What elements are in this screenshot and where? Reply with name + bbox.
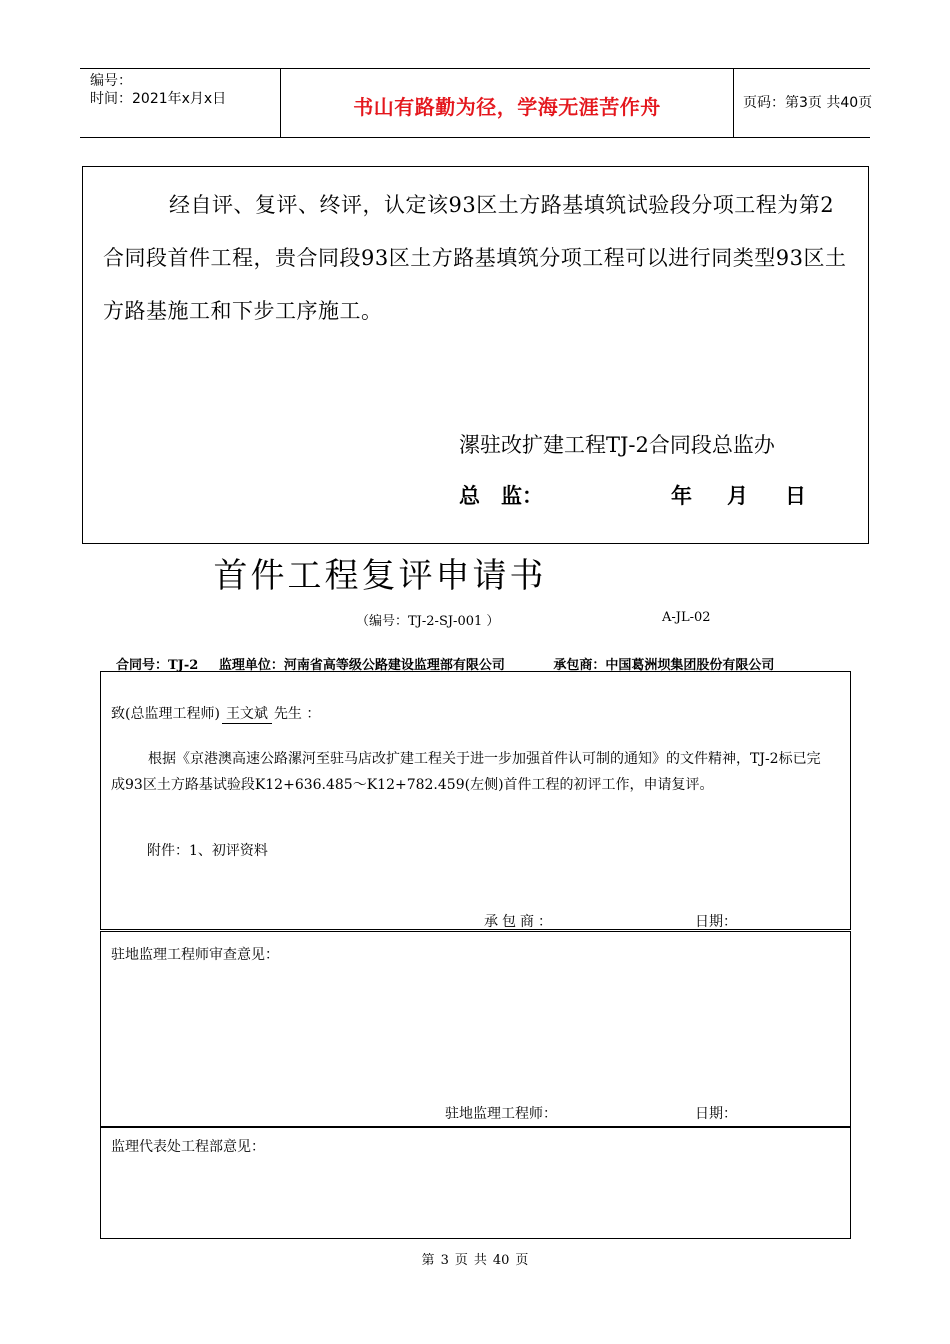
header-page-info: 页码：第3页 共40页	[743, 95, 873, 111]
contractor-signature-label: 承包商：	[484, 914, 556, 930]
year-label: 年	[671, 484, 692, 508]
form-code: A-JL-02	[662, 610, 711, 625]
conclusion-organization: 漯驻改扩建工程TJ-2合同段总监办	[459, 433, 775, 457]
month-label: 月	[727, 484, 748, 508]
addressee-line	[111, 703, 320, 724]
resident-engineer-section	[100, 931, 851, 1127]
contractor-name: 承包商：中国葛洲坝集团股份有限公司	[553, 658, 775, 673]
document-time-label: 时间：2021年x月x日	[90, 91, 227, 107]
attachment-line: 附件：1、初评资料	[147, 843, 268, 859]
footer-prefix: 第	[421, 1253, 435, 1268]
header-right-cell	[733, 69, 873, 137]
conclusion-text: 经自评、复评、终评，认定该93区土方路基填筑试验段分项工程为第2合同段首件工程，贵合同段93区土方路基填筑分项工程可以进行同类型93区土方路基施工和下步工序施工。	[103, 193, 847, 323]
header-left-cell	[80, 69, 280, 137]
header-motto-cell	[280, 69, 734, 137]
footer-page-number: 3	[440, 1253, 449, 1268]
resident-opinion-label: 驻地监理工程师审查意见：	[111, 947, 279, 963]
representative-opinion-label: 监理代表处工程部意见：	[111, 1139, 265, 1155]
footer-total-pages: 40	[492, 1253, 510, 1268]
footer-total-prefix: 共	[473, 1253, 487, 1268]
request-date-label: 日期：	[695, 914, 737, 930]
day-label: 日	[785, 484, 806, 508]
document-number-label: 编号：	[90, 73, 132, 89]
contract-number: 合同号：TJ-2	[116, 658, 199, 673]
form-title: 首件工程复评申请书	[213, 556, 547, 596]
conclusion-box	[82, 166, 869, 544]
addressee-suffix: 先生 ：	[273, 706, 321, 722]
request-section	[100, 671, 851, 930]
header-motto: 书山有路勤为径，学海无涯苦作舟	[353, 95, 661, 119]
request-body: 根据《京港澳高速公路漯河至驻马店改扩建工程关于进一步加强首件认可制的通知》的文件精神，TJ-2标已完成93区土方路基试验段K12+636.485～K12+782.459(左侧)首件工程的初评工作，申请复评。	[111, 751, 821, 793]
footer-suffix: 页	[515, 1253, 529, 1268]
addressee-prefix: 致(总监理工程师)	[111, 706, 220, 722]
supervisor-unit: 监理单位：河南省高等级公路建设监理部有限公司	[218, 658, 505, 673]
resident-signature-label: 驻地监理工程师：	[445, 1106, 557, 1122]
page-footer	[0, 1249, 950, 1268]
addressee-name: 王文斌	[222, 703, 272, 724]
chief-supervisor-label: 总 监：	[459, 484, 543, 508]
footer-page-unit: 页	[454, 1253, 468, 1268]
resident-date-label: 日期：	[695, 1106, 737, 1122]
representative-office-section	[100, 1127, 851, 1239]
page-header	[80, 68, 873, 138]
form-number: （编号：TJ-2-SJ-001 ）	[356, 614, 500, 629]
